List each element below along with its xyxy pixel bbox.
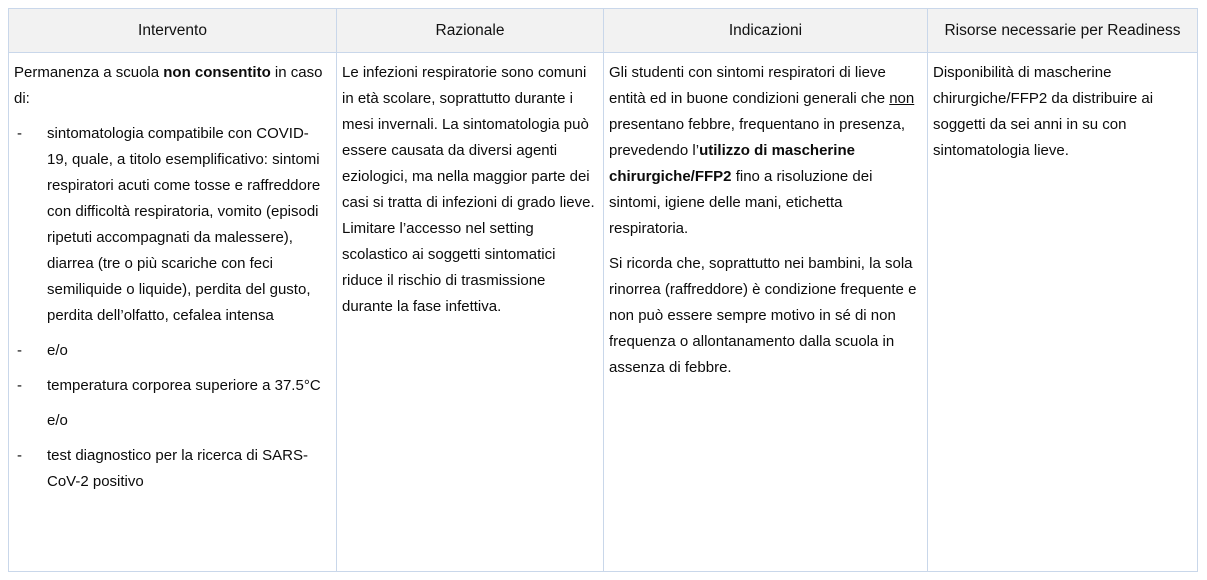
dash-bullet: -	[17, 377, 22, 394]
intro-bold-text: non consentito	[163, 64, 271, 81]
list-item	[14, 121, 328, 329]
p1-text-mid: presentano febbre, frequentano in presenza, prevedendo l’	[609, 116, 906, 159]
list-item	[14, 338, 328, 364]
cell-intervento	[9, 53, 337, 571]
protocol-table	[8, 8, 1198, 572]
table-header-row	[9, 9, 1197, 53]
list-item-text: sintomatologia compatibile con COVID-19, quale, a titolo esemplificativo: sintomi respiratori acuti come tosse e raffreddore con difficoltà respiratoria, vomito (episodi ripetuti accompagnati da malessere), diarrea (tre o più scariche con feci semiliquide o liquide), perdita del gusto, perdita dell’olfatto, cefalea intensa	[47, 125, 321, 324]
cell-razionale	[337, 53, 604, 571]
table-body-row	[9, 53, 1197, 571]
intervento-intro	[14, 60, 328, 112]
intro-text-end: in caso di:	[14, 64, 323, 107]
list-item-text: e/o	[47, 412, 68, 429]
p1-bold-text: utilizzo di mascherine chirurgiche/FFP2	[609, 142, 855, 185]
risorse-paragraph: Disponibilità di mascherine chirurgiche/FFP2 da distribuire ai soggetti da sei anni in su con sintomatologia lieve.	[933, 64, 1154, 159]
header-indicazioni: Indicazioni	[604, 9, 928, 53]
list-item	[14, 373, 328, 399]
header-risorse: Risorse necessarie per Readiness	[928, 9, 1197, 53]
list-item-text: e/o	[47, 342, 68, 359]
p1-text: Gli studenti con sintomi respiratori di lieve entità ed in buone condizioni generali che	[609, 64, 890, 107]
list-item	[14, 408, 328, 434]
p1-underlined-text: non	[889, 90, 915, 107]
dash-bullet: -	[17, 447, 22, 464]
list-item-text: temperatura corporea superiore a 37.5°C	[47, 377, 321, 394]
indicazioni-paragraph-2: Si ricorda che, soprattutto nei bambini, la sola rinorrea (raffreddore) è condizione frequente e non può essere sempre motivo in sé di non frequenza o allontanamento dalla scuola in assenza di febbre.	[609, 255, 917, 376]
p1-text-end: fino a risoluzione dei sintomi, igiene delle mani, etichetta respiratoria.	[609, 168, 873, 237]
razionale-paragraph: Le infezioni respiratorie sono comuni in età scolare, soprattutto durante i mesi invernali. La sintomatologia può essere causata da diversi agenti eziologici, ma nella maggior parte dei casi si tratta di infezioni di grado lieve. Limitare l’accesso nel setting scolastico ai soggetti sintomatici riduce il rischio di trasmissione durante la fase infettiva.	[342, 64, 595, 315]
list-item-text: test diagnostico per la ricerca di SARS-CoV-2 positivo	[47, 447, 308, 490]
intro-text: Permanenza a scuola	[14, 64, 164, 81]
cell-indicazioni	[604, 53, 928, 571]
dash-bullet: -	[17, 125, 22, 142]
header-intervento: Intervento	[9, 9, 337, 53]
empty-bullet	[14, 408, 47, 434]
list-item	[14, 443, 328, 495]
dash-bullet: -	[17, 342, 22, 359]
indicazioni-paragraph-1	[609, 60, 919, 242]
header-razionale: Razionale	[337, 9, 604, 53]
cell-risorse	[928, 53, 1197, 571]
